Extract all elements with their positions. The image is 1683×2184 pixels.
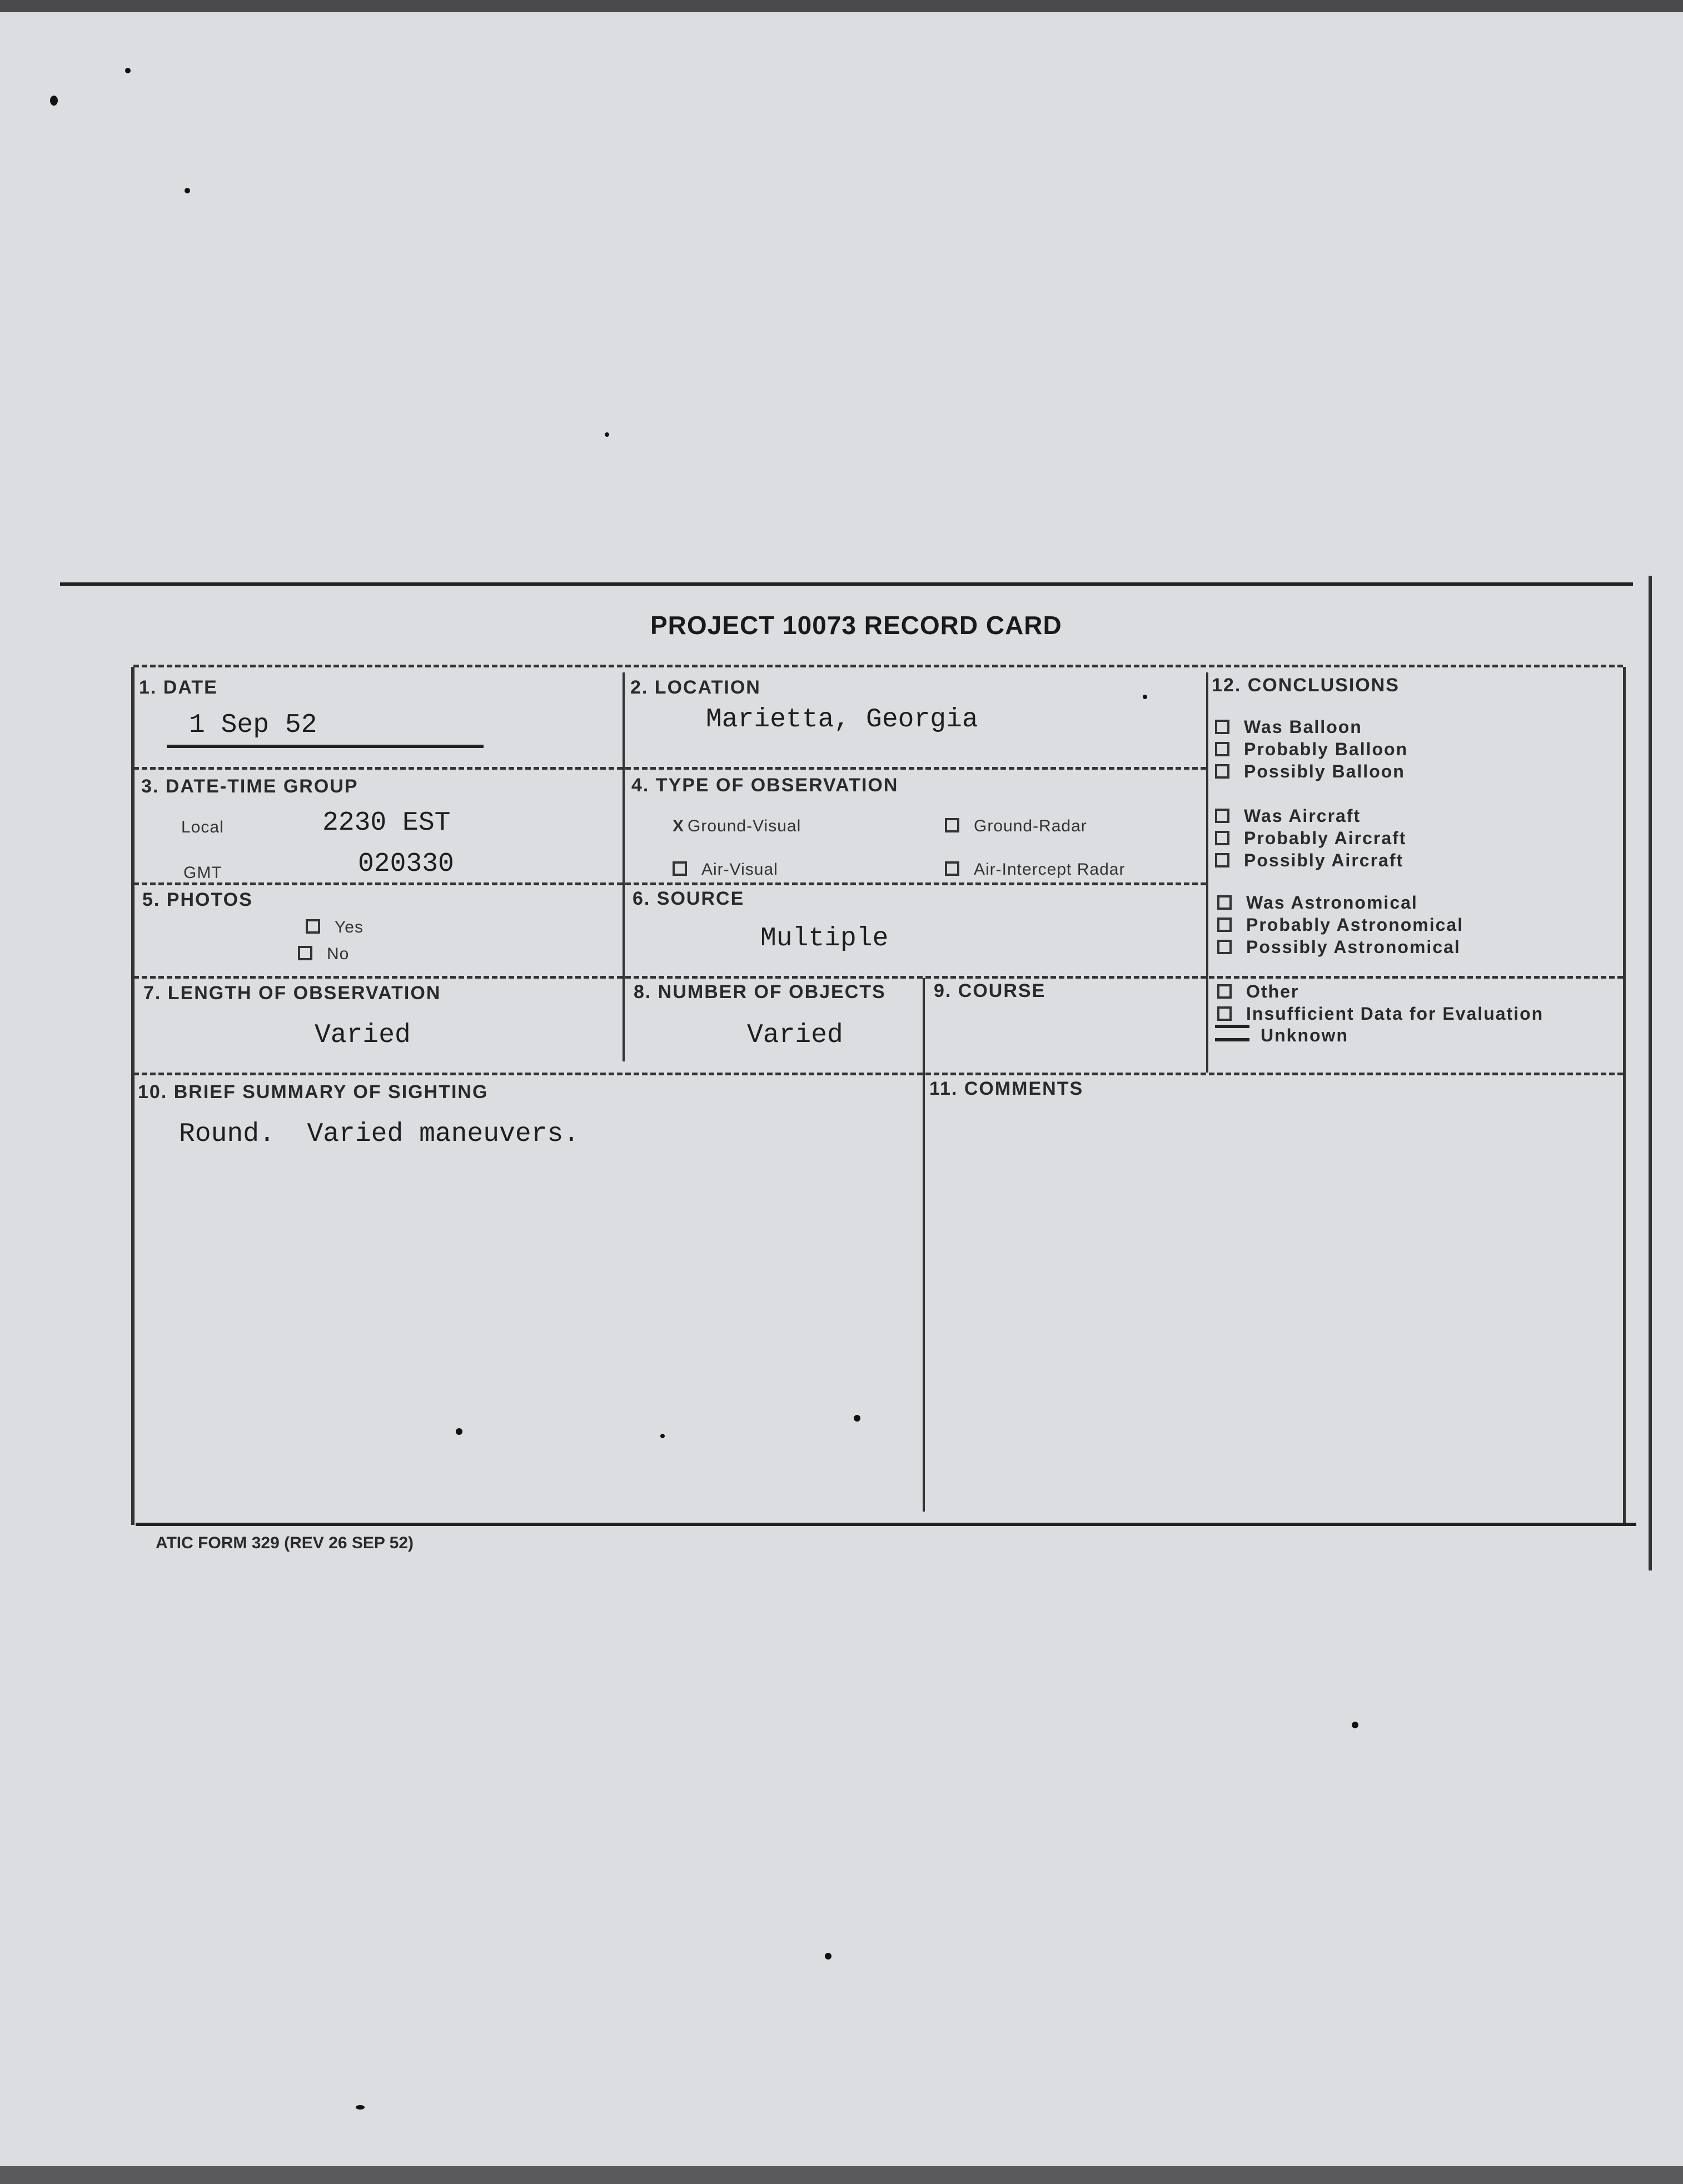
card-left-border [131, 667, 135, 1525]
number-objects-label: 8. NUMBER OF OBJECTS [634, 981, 886, 1003]
divider-col1 [623, 672, 625, 1061]
photos-yes-text: Yes [335, 918, 364, 936]
air-visual-text: Air-Visual [701, 860, 778, 879]
checkbox-icon [1217, 895, 1232, 910]
source-value: Multiple [760, 924, 889, 954]
comments-label: 11. COMMENTS [929, 1078, 1084, 1099]
checkbox-icon [1215, 853, 1229, 867]
date-value: 1 Sep 52 [189, 710, 317, 740]
option-air-visual [673, 860, 778, 879]
ground-visual-text: Ground-Visual [688, 817, 801, 835]
summary-label: 10. BRIEF SUMMARY OF SIGHTING [138, 1081, 489, 1103]
checkbox-icon [1215, 764, 1229, 779]
conclusion-other: Other [1217, 981, 1299, 1002]
divider-row1 [133, 767, 1206, 770]
photos-no [298, 945, 349, 964]
location-value: Marietta, Georgia [706, 705, 978, 735]
summary-value: Round. Varied maneuvers. [179, 1119, 580, 1149]
divider-col2 [1206, 672, 1208, 1073]
conclusion-possibly-aircraft: Possibly Aircraft [1215, 850, 1403, 871]
conclusion-unknown: Unknown [1215, 1025, 1348, 1046]
divider-col-course [923, 978, 925, 1512]
length-observation-label: 7. LENGTH OF OBSERVATION [143, 983, 441, 1004]
dtg-gmt-value: 020330 [358, 849, 454, 879]
title-underline [133, 665, 1623, 667]
option-air-intercept-radar [945, 860, 1125, 879]
checkbox-icon [1217, 918, 1232, 932]
dtg-local-label: Local [181, 818, 224, 836]
conclusion-possibly-balloon: Possibly Balloon [1215, 761, 1405, 782]
checkbox-icon [673, 861, 687, 876]
conclusion-was-aircraft: Was Aircraft [1215, 806, 1361, 826]
length-observation-value: Varied [315, 1020, 411, 1050]
course-label: 9. COURSE [934, 980, 1046, 1001]
conclusion-probably-aircraft: Probably Aircraft [1215, 828, 1406, 849]
card-inner-right-border [1623, 667, 1626, 1525]
divider-row2 [133, 882, 1206, 885]
card-top-border [60, 582, 1633, 586]
conclusion-was-astronomical: Was Astronomical [1217, 892, 1418, 913]
conclusion-was-balloon: Was Balloon [1215, 717, 1362, 737]
checkbox-icon [945, 861, 959, 876]
conclusion-probably-balloon: Probably Balloon [1215, 739, 1408, 760]
photos-label: 5. PHOTOS [142, 889, 253, 910]
date-label: 1. DATE [139, 677, 218, 698]
checkbox-icon [1217, 984, 1232, 999]
form-number-footer: ATIC FORM 329 (REV 26 SEP 52) [156, 1534, 414, 1552]
divider-row3 [133, 976, 1623, 979]
conclusion-possibly-astronomical: Possibly Astronomical [1217, 937, 1461, 958]
location-label: 2. LOCATION [630, 677, 761, 698]
selected-mark-icon [1215, 1025, 1249, 1041]
date-underline [167, 745, 484, 748]
dtg-gmt-label: GMT [183, 864, 222, 882]
checkbox-icon [298, 946, 312, 960]
card-right-edge [1649, 576, 1652, 1570]
air-intercept-radar-text: Air-Intercept Radar [974, 860, 1126, 879]
checkbox-icon [1217, 940, 1232, 954]
dtg-label: 3. DATE-TIME GROUP [141, 776, 358, 797]
photos-yes [306, 918, 364, 937]
conclusions-label: 12. CONCLUSIONS [1212, 675, 1400, 696]
ground-radar-text: Ground-Radar [974, 817, 1087, 835]
divider-row4 [133, 1073, 1623, 1075]
ground-visual-check-mark: X [673, 817, 685, 835]
source-label: 6. SOURCE [633, 888, 745, 909]
checkbox-icon [1215, 720, 1229, 734]
conclusion-probably-astronomical: Probably Astronomical [1217, 915, 1463, 935]
dtg-local-value: 2230 EST [322, 808, 451, 838]
checkbox-icon [306, 919, 320, 934]
conclusion-insufficient-data: Insufficient Data for Evaluation [1217, 1004, 1543, 1024]
checkbox-icon [1215, 809, 1229, 823]
checkbox-icon [1215, 742, 1229, 756]
card-bottom-border [136, 1523, 1636, 1526]
number-objects-value: Varied [747, 1020, 843, 1050]
option-ground-radar [945, 817, 1087, 836]
type-observation-label: 4. TYPE OF OBSERVATION [631, 775, 899, 796]
checkbox-icon [1215, 831, 1229, 845]
photos-no-text: No [327, 945, 350, 963]
checkbox-icon [1217, 1006, 1232, 1021]
checkbox-icon [945, 818, 959, 832]
option-ground-visual [673, 817, 801, 836]
card-title: PROJECT 10073 RECORD CARD [650, 611, 1062, 640]
